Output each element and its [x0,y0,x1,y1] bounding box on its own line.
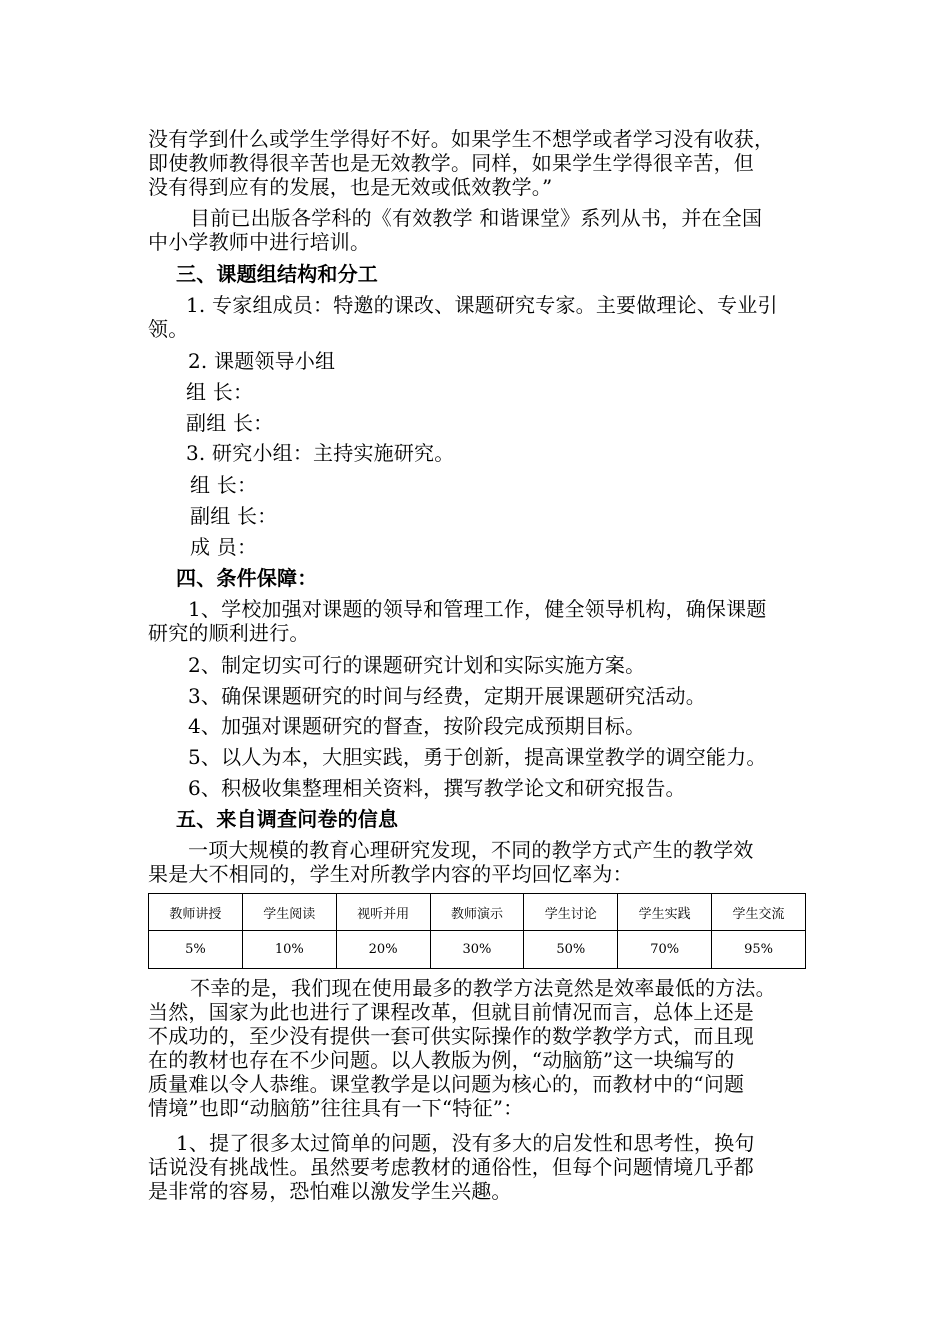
table-cell: 30% [430,931,524,969]
paragraph-line: 3. 研究小组：主持实施研究。 [186,441,455,465]
table-header-row [149,894,806,931]
paragraph-line: 1. 专家组成员：特邀的课改、课题研究专家。主要做理论、专业引 [186,293,778,317]
table-header-cell: 视听并用 [336,894,430,931]
paragraph-line: 6、积极收集整理相关资料，撰写教学论文和研究报告。 [188,776,686,800]
table-header-cell: 教师讲授 [149,894,243,931]
paragraph-line: 没有学到什么或学生学得好不好。如果学生不想学或者学习没有收获， [148,127,775,151]
section-heading: 五、来自调查问卷的信息 [176,807,399,831]
paragraph-line: 1、学校加强对课题的领导和管理工作，健全领导机构，确保课题 [188,597,767,621]
table-cell: 95% [712,931,806,969]
paragraph-line: 成 员： [190,535,258,559]
paragraph-line: 研究的顺利进行。 [148,621,310,645]
table-cell: 20% [336,931,430,969]
paragraph-line: 领。 [148,317,189,341]
paragraph-line: 果是大不相同的，学生对所教学内容的平均回忆率为： [148,862,633,886]
paragraph-line: 一项大规模的教育心理研究发现，不同的教学方式产生的教学效 [188,838,754,862]
table-cell: 10% [242,931,336,969]
paragraph-line: 话说没有挑战性。虽然要考虑教材的通俗性，但每个问题情境几乎都 [148,1155,754,1179]
section-heading: 四、条件保障： [176,566,318,590]
paragraph-line: 1、提了很多太过简单的问题，没有多大的启发性和思考性，换句 [176,1131,755,1155]
table-cell: 70% [618,931,712,969]
table-header-cell: 学生阅读 [242,894,336,931]
recall-rate-table [148,893,806,969]
paragraph-line: 副组 长： [186,411,274,435]
table-header-cell: 学生讨论 [524,894,618,931]
paragraph-line: 不幸的是，我们现在使用最多的教学方法竟然是效率最低的方法。 [190,976,776,1000]
table-cell: 50% [524,931,618,969]
paragraph-line: 4、加强对课题研究的督查，按阶段完成预期目标。 [188,714,646,738]
table-header-cell: 学生实践 [618,894,712,931]
paragraph-line: 2. 课题领导小组 [188,349,336,373]
paragraph-line: 5、以人为本，大胆实践，勇于创新，提高课堂教学的调空能力。 [188,745,767,769]
paragraph-line: 中小学教师中进行培训。 [148,230,371,254]
paragraph-line: 副组 长： [190,504,278,528]
paragraph-line: 不成功的，至少没有提供一套可供实际操作的数学教学方式，而且现 [148,1024,754,1048]
table-header-cell: 学生交流 [712,894,806,931]
paragraph-line: 目前已出版各学科的《有效教学 和谐课堂》系列从书，并在全国 [190,206,763,230]
paragraph-line: 没有得到应有的发展，也是无效或低效教学。” [148,175,553,199]
paragraph-line: 当然，国家为此也进行了课程改革，但就目前情况而言，总体上还是 [148,1000,754,1024]
paragraph-line: 是非常的容易，恐怕难以激发学生兴趣。 [148,1179,512,1203]
paragraph-line: 在的教材也存在不少问题。以人教版为例，“动脑筋”这一块编写的 [148,1048,735,1072]
paragraph-line: 2、制定切实可行的课题研究计划和实际实施方案。 [188,653,646,677]
table-header-cell: 教师演示 [430,894,524,931]
paragraph-line: 情境”也即“动脑筋”往往具有一下“特征”： [148,1096,524,1120]
section-heading: 三、课题组结构和分工 [176,262,378,286]
paragraph-line: 3、确保课题研究的时间与经费，定期开展课题研究活动。 [188,684,706,708]
paragraph-line: 组 长： [190,473,258,497]
table-cell: 5% [149,931,243,969]
table-row [149,931,806,969]
paragraph-line: 即使教师教得很辛苦也是无效教学。同样，如果学生学得很辛苦，但 [148,151,754,175]
paragraph-line: 质量难以令人恭维。课堂教学是以问题为核心的，而教材中的“问题 [148,1072,745,1096]
paragraph-line: 组 长： [186,380,254,404]
